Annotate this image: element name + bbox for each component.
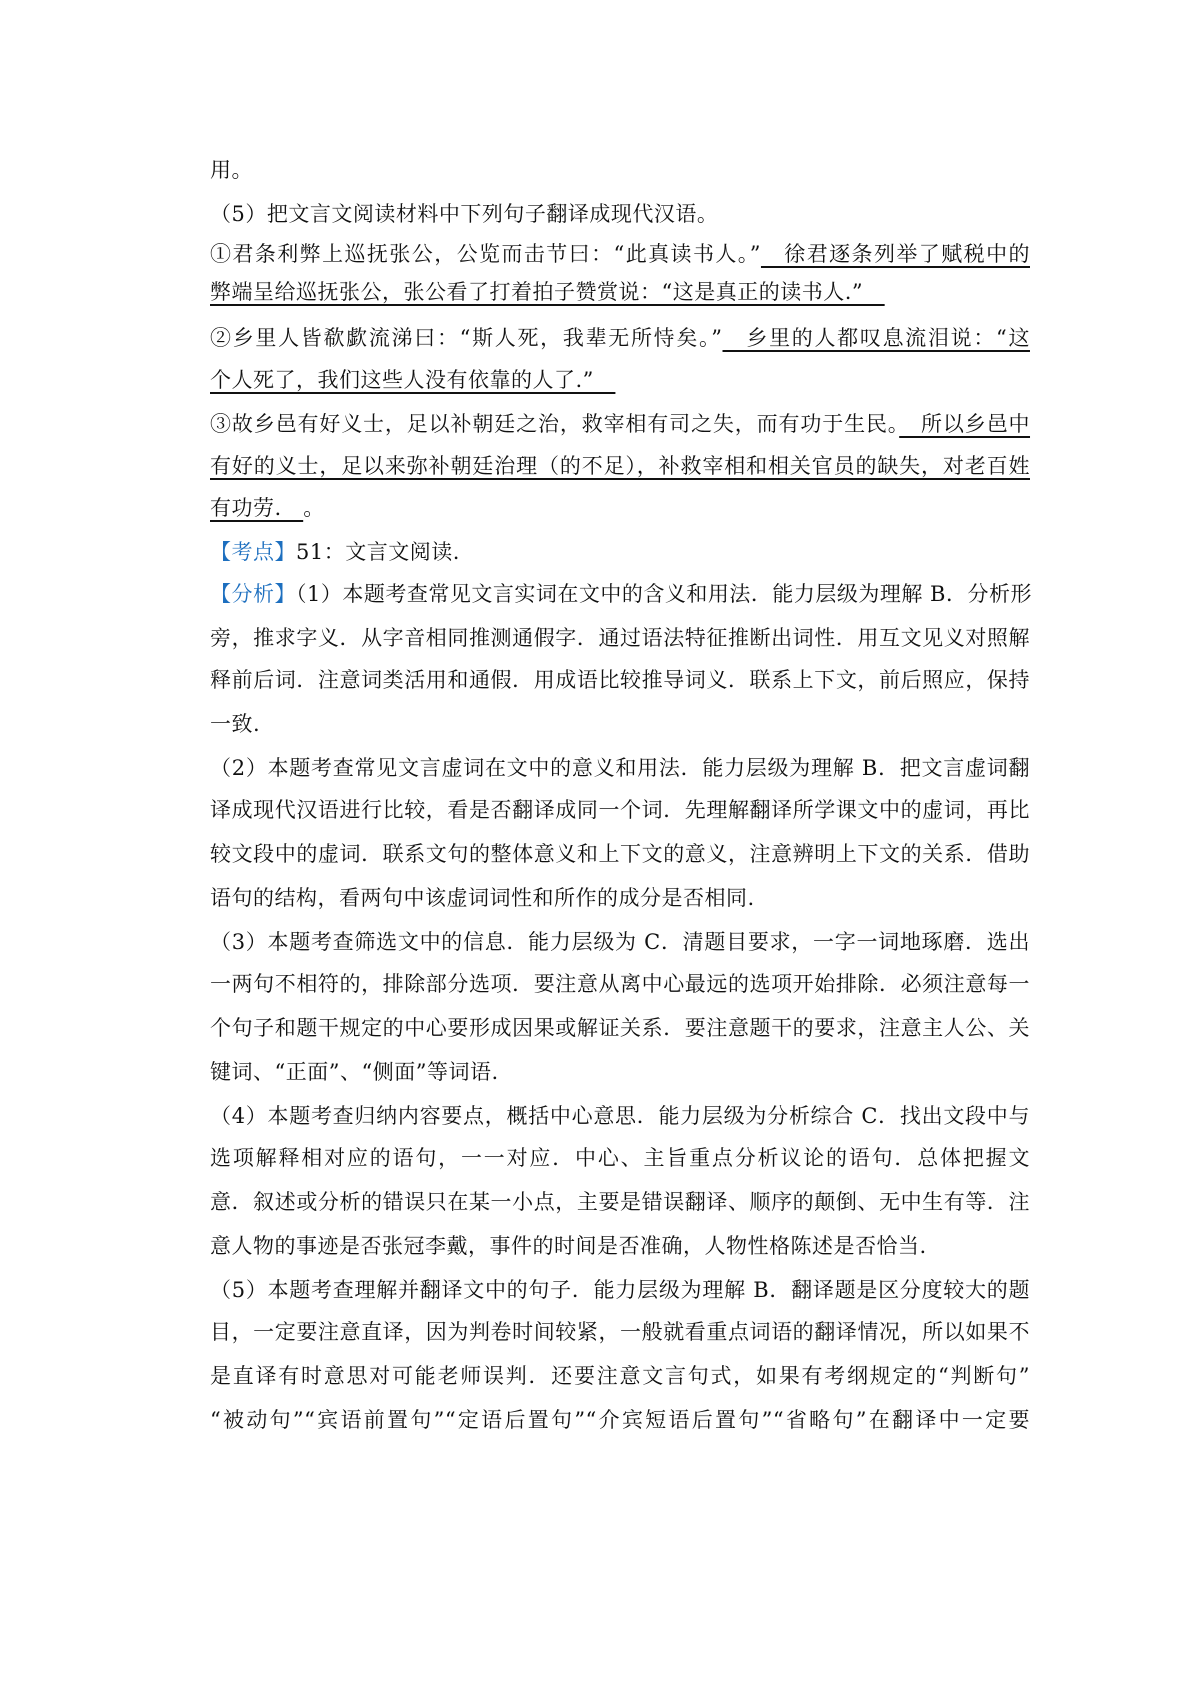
text-line [210,1400,1030,1440]
line-text: （3）本题考查筛选文中的信息．能力层级为 C．清题目要求，一字一词地琢磨．选出 [210,930,1030,954]
line-text: 是直译有时意思对可能老师误判．还要注意文言句式，如果有考纲规定的“判断句” [210,1364,1030,1388]
line-text: 51：文言文阅读. [296,540,460,564]
line-text: 较文段中的虚词．联系文句的整体意义和上下文的意义，注意辨明上下文的关系．借助 [210,842,1030,866]
kaodian-line [210,532,460,572]
text-line [210,1096,1030,1136]
text-line [210,964,1030,1004]
text-line [210,1270,1030,1310]
line-text: （1）本题考查常见文言实词在文中的含义和用法．能力层级为理解 B．分析形 [296,582,1032,606]
line-text: 一两句不相符的，排除部分选项．要注意从离中心最远的选项开始排除．必须注意每一 [210,972,1030,996]
answer-text: 个人死了，我们这些人没有依靠的人了.” [210,368,616,392]
answer-text: 有功劳. [210,496,304,520]
line-text: 释前后词．注意词类活用和通假．用成语比较推导词义．联系上下文，前后照应，保持 [210,668,1030,692]
answer-text: 弊端呈给巡抚张公，张公看了打着拍子赞赏说：“这是真正的读书人.” [210,280,885,304]
text-line [210,1356,1030,1396]
line-text: 语句的结构，看两句中该虚词词性和所作的成分是否相同. [210,886,755,910]
answer-text: 有好的义士，足以来弥补朝廷治理（的不足），补救宰相和相关官员的缺失，对老百姓 [210,454,1030,478]
text-line [210,1226,927,1266]
line-text: （2）本题考查常见文言虚词在文中的意义和用法．能力层级为理解 B．把文言虚词翻 [210,756,1030,780]
original-sentence: ①君条利弊上巡抚张公，公览而击节曰：“此真读书人。” [210,242,761,266]
line-text: 目，一定要注意直译，因为判卷时间较紧，一般就看重点词语的翻译情况，所以如果不 [210,1320,1030,1344]
text-line [210,1312,1030,1352]
answer-text: 徐君逐条列举了赋税中的 [760,242,1030,266]
line-text: 意．叙述或分析的错误只在某一小点，主要是错误翻译、顺序的颠倒、无中生有等．注 [210,1190,1030,1214]
line-text: （5）把文言文阅读材料中下列句子翻译成现代汉语。 [210,202,719,226]
fenxi-tag: 【分析】 [210,582,296,606]
line-text: 用。 [210,158,253,182]
kaodian-tag: 【考点】 [210,540,296,564]
punctuation: 。 [303,496,325,520]
text-line [210,150,253,190]
sentence-2 [210,318,1030,358]
sentence-3-end [210,488,325,528]
line-text: 旁，推求字义．从字音相同推测通假字．通过语法特征推断出词性．用互文见义对照解 [210,626,1030,650]
original-sentence: ③故乡邑有好义士，足以补朝廷之治，救宰相有司之失，而有功于生民。 [210,412,900,436]
text-line [210,748,1030,788]
text-line [210,834,1030,874]
line-text: 一致. [210,712,261,736]
line-text: 个句子和题干规定的中心要形成因果或解证关系．要注意题干的要求，注意主人公、关 [210,1016,1030,1040]
line-text: 选项解释相对应的语句，一一对应．中心、主旨重点分析议论的语句．总体把握文 [210,1146,1030,1170]
line-text: 译成现代汉语进行比较，看是否翻译成同一个词．先理解翻译所学课文中的虚词，再比 [210,798,1030,822]
sentence-2-continued [210,360,615,400]
text-line [210,1052,499,1092]
text-line [210,1182,1030,1222]
line-text: “被动句”“宾语前置句”“定语后置句”“介宾短语后置句”“省略句”在翻译中一定要 [210,1408,1030,1432]
question-5-heading [210,194,718,234]
sentence-3 [210,404,1030,444]
line-text: （4）本题考查归纳内容要点，概括中心意思．能力层级为分析综合 C．找出文段中与 [210,1104,1030,1128]
sentence-3-continued [210,446,1030,486]
line-text: 意人物的事迹是否张冠李戴，事件的时间是否准确，人物性格陈述是否恰当. [210,1234,927,1258]
text-line [210,922,1030,962]
analysis-line [210,574,1030,614]
text-line [210,704,260,744]
text-line [210,878,755,918]
line-text: （5）本题考查理解并翻译文中的句子．能力层级为理解 B．翻译题是区分度较大的题 [210,1278,1030,1302]
sentence-1-continued [210,272,885,312]
text-line [210,790,1030,830]
text-line [210,1008,1030,1048]
answer-text: 所以乡邑中 [899,412,1031,436]
text-line [210,1138,1030,1178]
original-sentence: ②乡里人皆欷歔流涕曰：“斯人死，我辈无所恃矣。” [210,326,723,350]
sentence-1 [210,234,1030,274]
text-line [210,618,1030,658]
text-line [210,660,1030,700]
line-text: 键词、“正面”、“侧面”等词语. [210,1060,499,1084]
answer-text: 乡里的人都叹息流泪说：“这 [722,326,1030,350]
